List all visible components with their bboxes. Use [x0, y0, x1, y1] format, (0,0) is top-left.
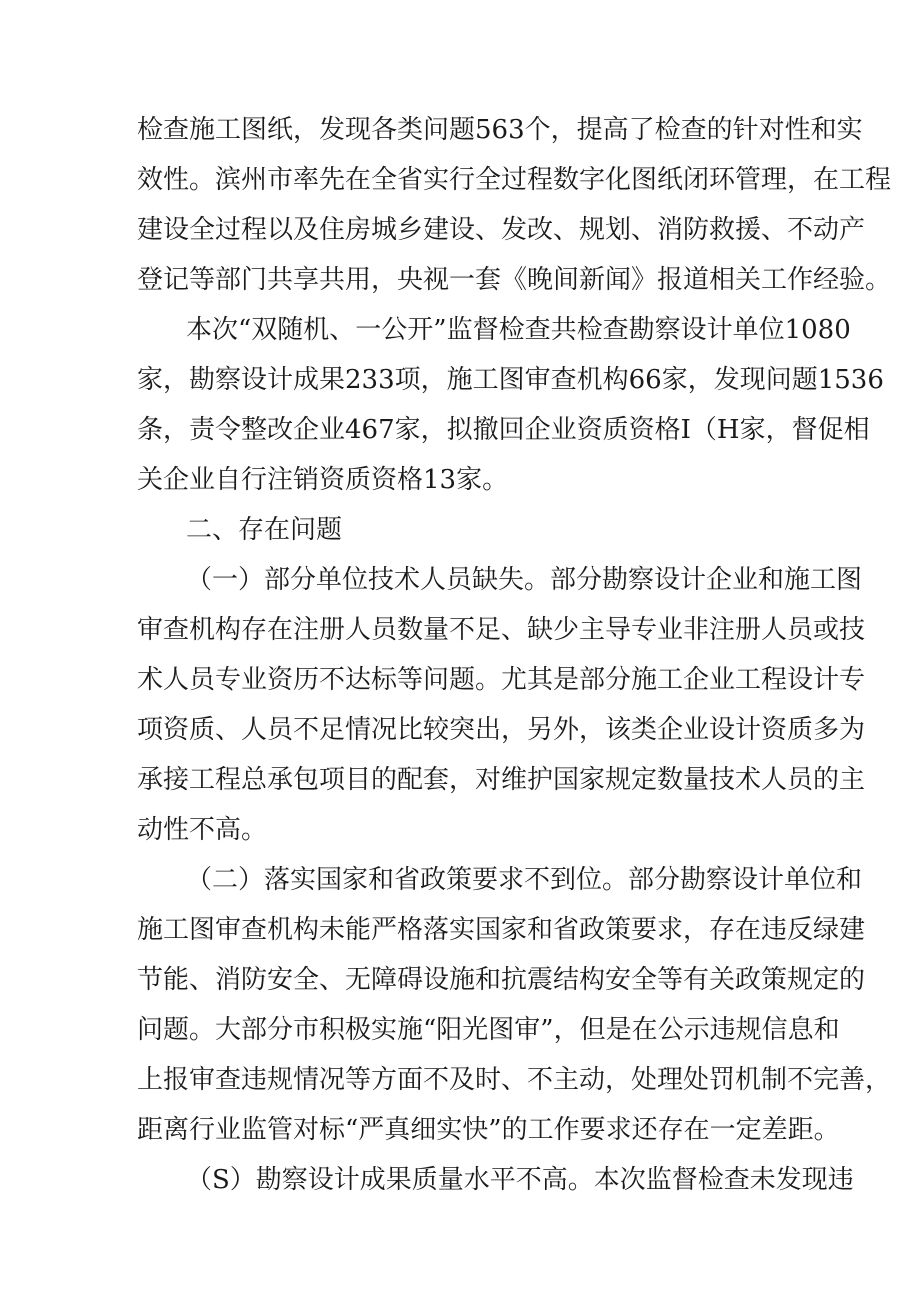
- text-line: 家，勘察设计成果233项，施工图审查机构66家，发现问题1536: [137, 365, 884, 395]
- text-line: 审查机构存在注册人员数量不足、缺少主导专业非注册人员或技: [137, 615, 866, 645]
- paragraph-first-line: （一）部分单位技术人员缺失。部分勘察设计企业和施工图: [186, 565, 863, 595]
- paragraph-first-line: 本次“双随机、一公开”监督检查共检查勘察设计单位1080: [186, 315, 851, 345]
- paragraph-first-line: （二）落实国家和省政策要求不到位。部分勘察设计单位和: [186, 865, 863, 895]
- text-line: 承接工程总承包项目的配套，对维护国家规定数量技术人员的主: [137, 765, 866, 795]
- text-line: 条，责令整改企业467家，拟撤回企业资质资格I（H家，督促相: [137, 415, 870, 445]
- text-line: 检查施工图纸，发现各类问题563个，提高了检查的针对性和实: [137, 115, 863, 145]
- text-line: 建设全过程以及住房城乡建设、发改、规划、消防救援、不动产: [137, 215, 866, 245]
- text-line: 效性。滨州市率先在全省实行全过程数字化图纸闭环管理，在工程: [137, 165, 892, 195]
- text-line: 上报审查违规情况等方面不及时、不主动，处理处罚机制不完善，: [137, 1065, 892, 1095]
- paragraph-first-line: （S）勘察设计成果质量水平不高。本次监督检查未发现违: [186, 1165, 854, 1195]
- text-line: 项资质、人员不足情况比较突出，另外，该类企业设计资质多为: [137, 715, 866, 745]
- text-line: 问题。大部分市积极实施“阳光图审”，但是在公示违规信息和: [137, 1015, 840, 1045]
- text-line: 关企业自行注销资质资格13家。: [137, 465, 509, 495]
- text-line: 节能、消防安全、无障碍设施和抗震结构安全等有关政策规定的: [137, 965, 866, 995]
- text-line: 术人员专业资历不达标等问题。尤其是部分施工企业工程设计专: [137, 665, 866, 695]
- text-line: 施工图审查机构未能严格落实国家和省政策要求，存在违反绿建: [137, 915, 866, 945]
- text-line: 动性不高。: [137, 815, 268, 845]
- text-line: 登记等部门共享共用，央视一套《晚间新闻》报道相关工作经验。: [137, 265, 892, 295]
- text-line: 距离行业监管对标“严真细实快”的工作要求还存在一定差距。: [137, 1115, 840, 1145]
- section-heading: 二、存在问题: [186, 515, 343, 545]
